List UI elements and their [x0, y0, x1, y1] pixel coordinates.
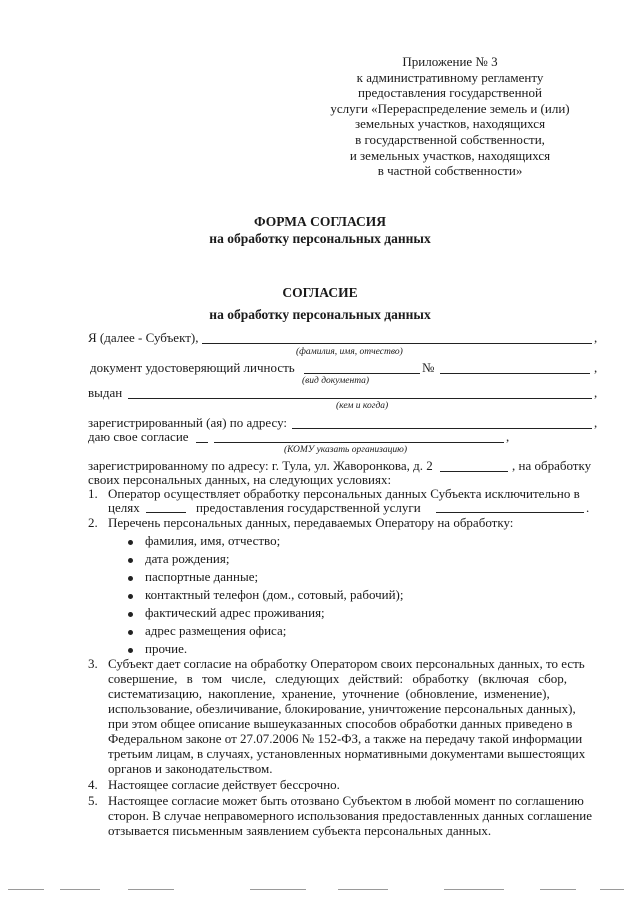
bullet-text: адрес размещения офиса; — [145, 623, 287, 638]
appendix-line: к административному регламенту — [356, 69, 544, 85]
subject-label: Я (далее - Субъект), — [88, 330, 199, 345]
issued-by-field[interactable] — [128, 398, 592, 399]
address-line-2: своих персональных данных, на следующих условиях: — [88, 472, 392, 487]
item-5-line: Настоящее согласие может быть отозвано Субъектом в любой момент по соглашению — [108, 793, 584, 808]
scan-artifact — [128, 889, 174, 890]
appendix-header — [300, 54, 600, 179]
consent-end: , — [506, 429, 510, 444]
consent-label: даю свое согласие — [88, 429, 189, 444]
address-line-1: зарегистрированному по адресу: г. Тула, ул. Жаворонкова, д. 2 — [88, 458, 433, 473]
issued-label: выдан — [88, 385, 123, 400]
purpose-field[interactable] — [146, 512, 186, 513]
bullet-text: прочие. — [145, 641, 188, 656]
bullet-icon — [128, 540, 133, 545]
bullet-text: фактический адрес проживания; — [145, 605, 325, 620]
item-3-line: Субъект дает согласие на обработку Оператором своих персональных данных, то есть — [108, 656, 585, 671]
appendix-line: в государственной собственности, — [355, 131, 545, 147]
subject-hint: (фамилия, имя, отчество) — [296, 347, 403, 357]
item-3-number: 3. — [88, 656, 98, 671]
service-field[interactable] — [436, 512, 584, 513]
bullet-text: паспортные данные; — [145, 569, 259, 584]
bullet-text: фамилия, имя, отчество; — [145, 533, 281, 548]
item-3-line: Федеральном законе от 27.07.2006 № 152-ФЗ, а также на передачу такой информации — [108, 731, 583, 746]
appendix-line: услуги «Перераспределение земель и (или) — [330, 100, 570, 116]
bullet-icon — [128, 558, 133, 563]
consent-organization-field[interactable] — [214, 442, 504, 443]
scan-artifact — [60, 889, 100, 890]
list-item — [128, 605, 325, 620]
scan-artifact — [250, 889, 306, 890]
address-line-1-end: , на обработку — [512, 458, 592, 473]
bullet-icon — [128, 594, 133, 599]
item-4-text: Настоящее согласие действует бессрочно. — [108, 777, 340, 792]
subject-name-field[interactable] — [202, 343, 592, 344]
document-number-field[interactable] — [440, 373, 590, 374]
list-item — [128, 569, 258, 584]
document-end: , — [594, 360, 598, 375]
appendix-line: предоставления государственной — [358, 85, 542, 101]
item-5-line: сторон. В случае неправомерного использования предоставленных данных соглашение — [108, 808, 593, 823]
bullet-text: контактный телефон (дом., сотовый, рабочий); — [145, 587, 404, 602]
document-type-field[interactable] — [304, 373, 420, 374]
list-item — [128, 587, 404, 602]
item-1-number: 1. — [88, 486, 98, 501]
item-3-line: совершение, в том числе, следующих действий: обработку (включая сбор, — [108, 671, 568, 686]
form-title: ФОРМА СОГЛАСИЯ — [253, 214, 387, 229]
scan-artifact — [8, 889, 44, 890]
bullet-text: дата рождения; — [145, 551, 230, 566]
bullet-icon — [128, 630, 133, 635]
issued-hint: (кем и когда) — [336, 401, 389, 411]
list-item — [128, 623, 286, 638]
list-item — [128, 641, 187, 656]
bullet-icon — [128, 648, 133, 653]
item-3-line: систематизацию, накопление, хранение, уточнение (обновление, изменение), — [108, 686, 550, 701]
consent-subtitle: на обработку персональных данных — [209, 307, 431, 322]
issued-end: , — [594, 385, 598, 400]
consent-hint: (КОМУ указать организацию) — [284, 445, 407, 455]
item-3-line: органов и законодательством. — [108, 761, 273, 776]
scan-artifact — [540, 889, 576, 890]
item-1-line-1: Оператор осуществляет обработку персональных данных Субъекта исключительно в — [108, 486, 580, 501]
document-number-label: № — [422, 360, 435, 375]
item-3-line: при этом общее описание вышеуказанных способов обработки данных приведено в — [108, 716, 573, 731]
appendix-line: Приложение № 3 — [402, 54, 498, 69]
bullet-icon — [128, 576, 133, 581]
consent-title: СОГЛАСИЕ — [282, 285, 358, 300]
scan-artifact — [338, 889, 388, 890]
scan-artifact — [444, 889, 504, 890]
consent-field-prefix[interactable] — [196, 442, 208, 443]
item-3-line: третьим лицам, в случаях, установленных нормативными документами вышестоящих — [108, 746, 586, 761]
appendix-line: в частной собственности» — [377, 163, 523, 179]
item-2-text: Перечень персональных данных, передаваемых Оператору на обработку: — [108, 515, 514, 530]
appendix-line: земельных участков, находящихся — [354, 116, 546, 132]
item-5-line: отзывается письменным заявлением субъекта персональных данных. — [108, 823, 492, 838]
item-1-line-2-mid: предоставления государственной услуги — [196, 500, 421, 515]
item-1-line-2-start: целях — [108, 500, 140, 515]
appendix-line: и земельных участков, находящихся — [349, 147, 551, 163]
registered-label: зарегистрированный (ая) по адресу: — [88, 415, 288, 430]
document-hint: (вид документа) — [302, 376, 370, 386]
item-3-line: использование, обезличивание, блокирование, уничтожение персональных данных), — [108, 701, 576, 716]
item-4-number: 4. — [88, 777, 98, 792]
scan-artifact — [600, 889, 624, 890]
document-label: документ удостоверяющий личность — [90, 360, 295, 375]
list-item — [128, 551, 229, 566]
item-5-number: 5. — [88, 793, 98, 808]
bullet-icon — [128, 612, 133, 617]
registered-end: , — [594, 415, 598, 430]
item-2-number: 2. — [88, 515, 98, 530]
address-extra-field[interactable] — [440, 471, 508, 472]
registered-address-field[interactable] — [292, 428, 592, 429]
form-subtitle: на обработку персональных данных — [209, 231, 431, 246]
list-item — [128, 533, 280, 548]
item-1-line-2-end: . — [586, 500, 590, 515]
subject-end: , — [594, 330, 598, 345]
